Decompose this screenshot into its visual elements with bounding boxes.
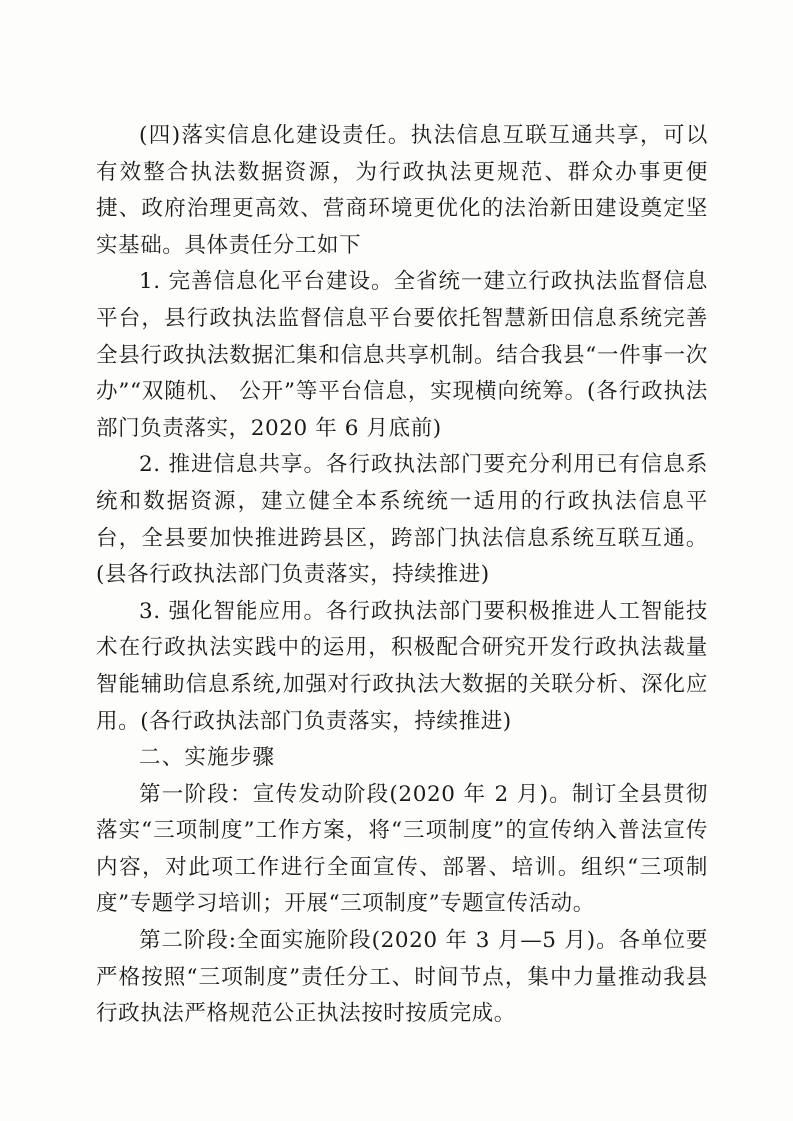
paragraph-phase-two: 第二阶段:全面实施阶段(2020 年 3 月—5 月)。各单位要严格按照“三项制度”责任分工、时间节点，集中力量推动我县行政执法严格规范公正执法按时按质完成。 [96,928,708,1027]
paragraph-intelligent-application: 3. 强化智能应用。各行政执法部门要积极推进人工智能技术在行政执法实践中的运用，积极配合研究开发行政执法裁量智能辅助信息系统,加强对行政执法大数据的关联分析、深化应用。(各行政执法部门负责落实，持续推进) [96,598,708,734]
paragraph-informatization-responsibility: (四)落实信息化建设责任。执法信息互联互通共享，可以有效整合执法数据资源，为行政执法更规范、群众办事更便捷、政府治理更高效、营商环境更优化的法治新田建设奠定坚实基础。具体责任分工如下 [96,123,708,258]
paragraph-information-sharing: 2. 推进信息共享。各行政执法部门要充分利用已有信息系统和数据资源，建立健全本系统统一适用的行政执法信息平台，全县要加快推进跨县区，跨部门执法信息系统互联互通。 (县各行政执法部门负责落实，持续推进) [96,452,708,588]
paragraph-platform-construction: 1. 完善信息化平台建设。全省统一建立行政执法监督信息平台，县行政执法监督信息平台要依托智慧新田信息系统完善全县行政执法数据汇集和信息共享机制。结合我县“一件事一次办”“双随机、 公开”等平台信息，实现横向统筹。(各行政执法部门负责落实，2020 年 6 月底前) [96,269,708,441]
section-heading-implementation-steps: 二、实施步骤 [139,745,276,771]
paragraph-phase-one: 第一阶段：宣传发动阶段(2020 年 2 月)。制订全县贯彻落实“三项制度”工作方案，将“三项制度”的宣传纳入普法宣传内容，对此项工作进行全面宣传、部署、培训。组织“三项制度”专题学习培训；开展“三项制度”专题宣传活动。 [96,781,708,917]
document-body [96,118,708,1033]
